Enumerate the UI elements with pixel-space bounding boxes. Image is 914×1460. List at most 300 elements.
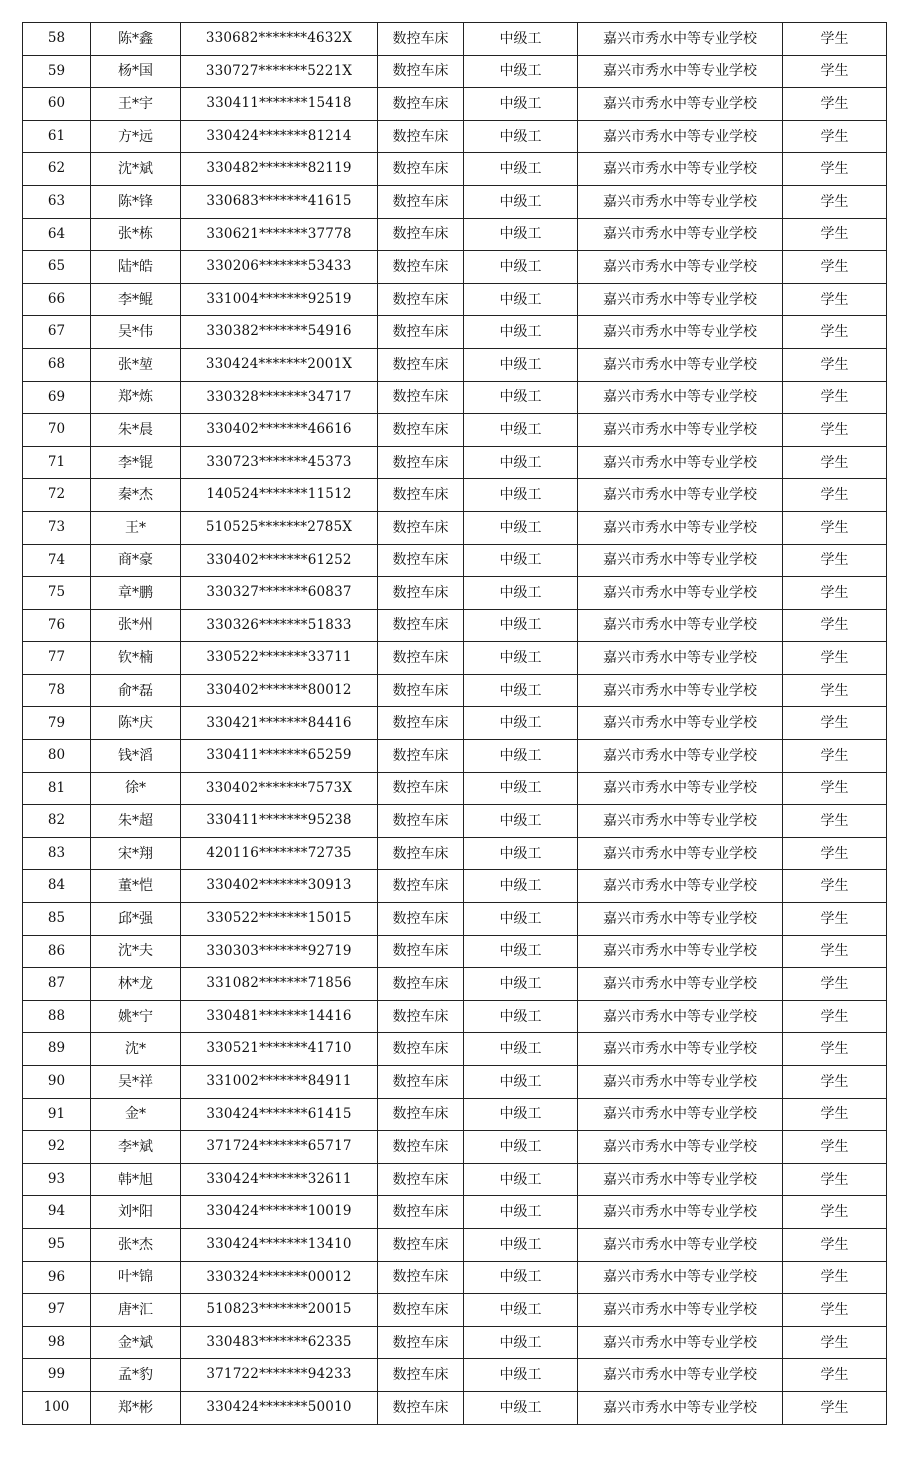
row-number-cell: 64 <box>23 218 91 251</box>
table-row <box>23 1359 887 1392</box>
skill-level-cell: 中级工 <box>464 870 578 903</box>
skill-level-cell: 中级工 <box>464 348 578 381</box>
person-name-cell: 张*栋 <box>91 218 181 251</box>
person-name-cell: 商*豪 <box>91 544 181 577</box>
institution-cell: 嘉兴市秀水中等专业学校 <box>578 1391 783 1424</box>
occupation-cell: 数控车床 <box>378 903 464 936</box>
occupation-cell: 数控车床 <box>378 153 464 186</box>
id-number-cell: 330424*******81214 <box>181 120 378 153</box>
category-cell: 学生 <box>783 251 887 284</box>
occupation-cell: 数控车床 <box>378 544 464 577</box>
row-number-cell: 58 <box>23 23 91 56</box>
category-cell: 学生 <box>783 316 887 349</box>
row-number-cell: 96 <box>23 1261 91 1294</box>
id-number-cell: 330522*******33711 <box>181 642 378 675</box>
occupation-cell: 数控车床 <box>378 1131 464 1164</box>
occupation-cell: 数控车床 <box>378 251 464 284</box>
occupation-cell: 数控车床 <box>378 642 464 675</box>
skill-level-cell: 中级工 <box>464 1033 578 1066</box>
table-row <box>23 642 887 675</box>
occupation-cell: 数控车床 <box>378 1359 464 1392</box>
table-row <box>23 740 887 773</box>
person-name-cell: 林*龙 <box>91 968 181 1001</box>
id-number-cell: 330424*******61415 <box>181 1098 378 1131</box>
row-number-cell: 60 <box>23 88 91 121</box>
table-row <box>23 381 887 414</box>
table-row <box>23 1033 887 1066</box>
occupation-cell: 数控车床 <box>378 1326 464 1359</box>
table-row <box>23 837 887 870</box>
institution-cell: 嘉兴市秀水中等专业学校 <box>578 935 783 968</box>
occupation-cell: 数控车床 <box>378 23 464 56</box>
institution-cell: 嘉兴市秀水中等专业学校 <box>578 1294 783 1327</box>
category-cell: 学生 <box>783 218 887 251</box>
id-number-cell: 510823*******20015 <box>181 1294 378 1327</box>
person-name-cell: 金* <box>91 1098 181 1131</box>
row-number-cell: 65 <box>23 251 91 284</box>
category-cell: 学生 <box>783 283 887 316</box>
id-number-cell: 330326*******51833 <box>181 609 378 642</box>
person-name-cell: 朱*晨 <box>91 414 181 447</box>
id-number-cell: 330521*******41710 <box>181 1033 378 1066</box>
category-cell: 学生 <box>783 674 887 707</box>
category-cell: 学生 <box>783 740 887 773</box>
category-cell: 学生 <box>783 1294 887 1327</box>
table-row <box>23 153 887 186</box>
skill-level-cell: 中级工 <box>464 381 578 414</box>
table-row <box>23 1391 887 1424</box>
occupation-cell: 数控车床 <box>378 185 464 218</box>
category-cell: 学生 <box>783 642 887 675</box>
category-cell: 学生 <box>783 1391 887 1424</box>
id-number-cell: 330522*******15015 <box>181 903 378 936</box>
institution-cell: 嘉兴市秀水中等专业学校 <box>578 1359 783 1392</box>
skill-level-cell: 中级工 <box>464 1098 578 1131</box>
category-cell: 学生 <box>783 805 887 838</box>
category-cell: 学生 <box>783 55 887 88</box>
row-number-cell: 78 <box>23 674 91 707</box>
occupation-cell: 数控车床 <box>378 1228 464 1261</box>
occupation-cell: 数控车床 <box>378 88 464 121</box>
skill-level-cell: 中级工 <box>464 218 578 251</box>
category-cell: 学生 <box>783 968 887 1001</box>
table-row <box>23 120 887 153</box>
id-number-cell: 330206*******53433 <box>181 251 378 284</box>
institution-cell: 嘉兴市秀水中等专业学校 <box>578 185 783 218</box>
institution-cell: 嘉兴市秀水中等专业学校 <box>578 1196 783 1229</box>
occupation-cell: 数控车床 <box>378 1196 464 1229</box>
id-number-cell: 330483*******62335 <box>181 1326 378 1359</box>
table-row <box>23 414 887 447</box>
person-name-cell: 陆*皓 <box>91 251 181 284</box>
institution-cell: 嘉兴市秀水中等专业学校 <box>578 805 783 838</box>
row-number-cell: 100 <box>23 1391 91 1424</box>
table-row <box>23 968 887 1001</box>
person-name-cell: 郑*彬 <box>91 1391 181 1424</box>
row-number-cell: 80 <box>23 740 91 773</box>
category-cell: 学生 <box>783 153 887 186</box>
row-number-cell: 79 <box>23 707 91 740</box>
id-number-cell: 330327*******60837 <box>181 577 378 610</box>
table-row <box>23 935 887 968</box>
roster-table <box>22 22 887 1425</box>
category-cell: 学生 <box>783 544 887 577</box>
occupation-cell: 数控车床 <box>378 968 464 1001</box>
institution-cell: 嘉兴市秀水中等专业学校 <box>578 903 783 936</box>
skill-level-cell: 中级工 <box>464 479 578 512</box>
id-number-cell: 330481*******14416 <box>181 1000 378 1033</box>
row-number-cell: 92 <box>23 1131 91 1164</box>
occupation-cell: 数控车床 <box>378 609 464 642</box>
occupation-cell: 数控车床 <box>378 1391 464 1424</box>
person-name-cell: 陈*庆 <box>91 707 181 740</box>
institution-cell: 嘉兴市秀水中等专业学校 <box>578 1326 783 1359</box>
person-name-cell: 金*斌 <box>91 1326 181 1359</box>
institution-cell: 嘉兴市秀水中等专业学校 <box>578 577 783 610</box>
occupation-cell: 数控车床 <box>378 1294 464 1327</box>
skill-level-cell: 中级工 <box>464 707 578 740</box>
table-row <box>23 1131 887 1164</box>
table-row <box>23 446 887 479</box>
skill-level-cell: 中级工 <box>464 283 578 316</box>
institution-cell: 嘉兴市秀水中等专业学校 <box>578 511 783 544</box>
id-number-cell: 140524*******11512 <box>181 479 378 512</box>
person-name-cell: 沈* <box>91 1033 181 1066</box>
institution-cell: 嘉兴市秀水中等专业学校 <box>578 1163 783 1196</box>
institution-cell: 嘉兴市秀水中等专业学校 <box>578 381 783 414</box>
category-cell: 学生 <box>783 348 887 381</box>
table-row <box>23 1228 887 1261</box>
occupation-cell: 数控车床 <box>378 511 464 544</box>
id-number-cell: 330424*******13410 <box>181 1228 378 1261</box>
skill-level-cell: 中级工 <box>464 1326 578 1359</box>
row-number-cell: 97 <box>23 1294 91 1327</box>
institution-cell: 嘉兴市秀水中等专业学校 <box>578 968 783 1001</box>
row-number-cell: 93 <box>23 1163 91 1196</box>
person-name-cell: 韩*旭 <box>91 1163 181 1196</box>
person-name-cell: 李*鲲 <box>91 283 181 316</box>
institution-cell: 嘉兴市秀水中等专业学校 <box>578 283 783 316</box>
id-number-cell: 330621*******37778 <box>181 218 378 251</box>
row-number-cell: 62 <box>23 153 91 186</box>
id-number-cell: 330424*******50010 <box>181 1391 378 1424</box>
id-number-cell: 330424*******2001X <box>181 348 378 381</box>
row-number-cell: 77 <box>23 642 91 675</box>
table-row <box>23 348 887 381</box>
skill-level-cell: 中级工 <box>464 185 578 218</box>
institution-cell: 嘉兴市秀水中等专业学校 <box>578 544 783 577</box>
occupation-cell: 数控车床 <box>378 772 464 805</box>
skill-level-cell: 中级工 <box>464 740 578 773</box>
table-row <box>23 316 887 349</box>
table-row <box>23 1163 887 1196</box>
skill-level-cell: 中级工 <box>464 23 578 56</box>
table-row <box>23 1000 887 1033</box>
id-number-cell: 330411*******95238 <box>181 805 378 838</box>
person-name-cell: 王* <box>91 511 181 544</box>
institution-cell: 嘉兴市秀水中等专业学校 <box>578 740 783 773</box>
id-number-cell: 330723*******45373 <box>181 446 378 479</box>
table-row <box>23 544 887 577</box>
person-name-cell: 章*鹏 <box>91 577 181 610</box>
category-cell: 学生 <box>783 1098 887 1131</box>
table-row <box>23 870 887 903</box>
person-name-cell: 郑*炼 <box>91 381 181 414</box>
id-number-cell: 330382*******54916 <box>181 316 378 349</box>
table-row <box>23 23 887 56</box>
skill-level-cell: 中级工 <box>464 1131 578 1164</box>
occupation-cell: 数控车床 <box>378 674 464 707</box>
person-name-cell: 钦*楠 <box>91 642 181 675</box>
occupation-cell: 数控车床 <box>378 1261 464 1294</box>
skill-level-cell: 中级工 <box>464 903 578 936</box>
table-row <box>23 479 887 512</box>
id-number-cell: 330324*******00012 <box>181 1261 378 1294</box>
table-row <box>23 805 887 838</box>
person-name-cell: 陈*鑫 <box>91 23 181 56</box>
row-number-cell: 61 <box>23 120 91 153</box>
skill-level-cell: 中级工 <box>464 1359 578 1392</box>
occupation-cell: 数控车床 <box>378 805 464 838</box>
person-name-cell: 钱*滔 <box>91 740 181 773</box>
person-name-cell: 俞*磊 <box>91 674 181 707</box>
institution-cell: 嘉兴市秀水中等专业学校 <box>578 1033 783 1066</box>
occupation-cell: 数控车床 <box>378 1098 464 1131</box>
institution-cell: 嘉兴市秀水中等专业学校 <box>578 446 783 479</box>
id-number-cell: 331002*******84911 <box>181 1066 378 1099</box>
row-number-cell: 84 <box>23 870 91 903</box>
row-number-cell: 68 <box>23 348 91 381</box>
id-number-cell: 330411*******65259 <box>181 740 378 773</box>
row-number-cell: 75 <box>23 577 91 610</box>
category-cell: 学生 <box>783 1163 887 1196</box>
person-name-cell: 董*恺 <box>91 870 181 903</box>
row-number-cell: 82 <box>23 805 91 838</box>
institution-cell: 嘉兴市秀水中等专业学校 <box>578 479 783 512</box>
institution-cell: 嘉兴市秀水中等专业学校 <box>578 218 783 251</box>
occupation-cell: 数控车床 <box>378 120 464 153</box>
id-number-cell: 330402*******46616 <box>181 414 378 447</box>
id-number-cell: 331082*******71856 <box>181 968 378 1001</box>
skill-level-cell: 中级工 <box>464 1294 578 1327</box>
person-name-cell: 张*州 <box>91 609 181 642</box>
skill-level-cell: 中级工 <box>464 511 578 544</box>
row-number-cell: 85 <box>23 903 91 936</box>
skill-level-cell: 中级工 <box>464 837 578 870</box>
row-number-cell: 91 <box>23 1098 91 1131</box>
id-number-cell: 330402*******80012 <box>181 674 378 707</box>
table-row <box>23 55 887 88</box>
category-cell: 学生 <box>783 414 887 447</box>
table-row <box>23 903 887 936</box>
institution-cell: 嘉兴市秀水中等专业学校 <box>578 609 783 642</box>
skill-level-cell: 中级工 <box>464 544 578 577</box>
row-number-cell: 87 <box>23 968 91 1001</box>
institution-cell: 嘉兴市秀水中等专业学校 <box>578 251 783 284</box>
category-cell: 学生 <box>783 1228 887 1261</box>
category-cell: 学生 <box>783 88 887 121</box>
id-number-cell: 330482*******82119 <box>181 153 378 186</box>
table-row <box>23 1196 887 1229</box>
institution-cell: 嘉兴市秀水中等专业学校 <box>578 1131 783 1164</box>
row-number-cell: 66 <box>23 283 91 316</box>
person-name-cell: 朱*超 <box>91 805 181 838</box>
skill-level-cell: 中级工 <box>464 1066 578 1099</box>
skill-level-cell: 中级工 <box>464 577 578 610</box>
id-number-cell: 330303*******92719 <box>181 935 378 968</box>
institution-cell: 嘉兴市秀水中等专业学校 <box>578 55 783 88</box>
institution-cell: 嘉兴市秀水中等专业学校 <box>578 674 783 707</box>
category-cell: 学生 <box>783 185 887 218</box>
occupation-cell: 数控车床 <box>378 479 464 512</box>
skill-level-cell: 中级工 <box>464 1000 578 1033</box>
skill-level-cell: 中级工 <box>464 55 578 88</box>
institution-cell: 嘉兴市秀水中等专业学校 <box>578 348 783 381</box>
id-number-cell: 330424*******32611 <box>181 1163 378 1196</box>
skill-level-cell: 中级工 <box>464 1228 578 1261</box>
table-row <box>23 88 887 121</box>
row-number-cell: 67 <box>23 316 91 349</box>
category-cell: 学生 <box>783 1196 887 1229</box>
person-name-cell: 吴*祥 <box>91 1066 181 1099</box>
table-row <box>23 218 887 251</box>
id-number-cell: 330682*******4632X <box>181 23 378 56</box>
table-row <box>23 251 887 284</box>
id-number-cell: 330727*******5221X <box>181 55 378 88</box>
institution-cell: 嘉兴市秀水中等专业学校 <box>578 88 783 121</box>
person-name-cell: 秦*杰 <box>91 479 181 512</box>
occupation-cell: 数控车床 <box>378 707 464 740</box>
row-number-cell: 89 <box>23 1033 91 1066</box>
skill-level-cell: 中级工 <box>464 414 578 447</box>
occupation-cell: 数控车床 <box>378 316 464 349</box>
occupation-cell: 数控车床 <box>378 870 464 903</box>
row-number-cell: 73 <box>23 511 91 544</box>
skill-level-cell: 中级工 <box>464 772 578 805</box>
person-name-cell: 杨*国 <box>91 55 181 88</box>
row-number-cell: 86 <box>23 935 91 968</box>
table-row <box>23 1261 887 1294</box>
skill-level-cell: 中级工 <box>464 316 578 349</box>
occupation-cell: 数控车床 <box>378 55 464 88</box>
category-cell: 学生 <box>783 577 887 610</box>
occupation-cell: 数控车床 <box>378 837 464 870</box>
skill-level-cell: 中级工 <box>464 251 578 284</box>
id-number-cell: 420116*******72735 <box>181 837 378 870</box>
id-number-cell: 330683*******41615 <box>181 185 378 218</box>
institution-cell: 嘉兴市秀水中等专业学校 <box>578 870 783 903</box>
category-cell: 学生 <box>783 1359 887 1392</box>
category-cell: 学生 <box>783 707 887 740</box>
person-name-cell: 宋*翔 <box>91 837 181 870</box>
category-cell: 学生 <box>783 903 887 936</box>
id-number-cell: 330402*******61252 <box>181 544 378 577</box>
institution-cell: 嘉兴市秀水中等专业学校 <box>578 837 783 870</box>
person-name-cell: 陈*锋 <box>91 185 181 218</box>
person-name-cell: 李*斌 <box>91 1131 181 1164</box>
table-row <box>23 707 887 740</box>
id-number-cell: 330421*******84416 <box>181 707 378 740</box>
institution-cell: 嘉兴市秀水中等专业学校 <box>578 414 783 447</box>
person-name-cell: 唐*汇 <box>91 1294 181 1327</box>
skill-level-cell: 中级工 <box>464 935 578 968</box>
institution-cell: 嘉兴市秀水中等专业学校 <box>578 1066 783 1099</box>
category-cell: 学生 <box>783 935 887 968</box>
person-name-cell: 沈*斌 <box>91 153 181 186</box>
row-number-cell: 76 <box>23 609 91 642</box>
id-number-cell: 371724*******65717 <box>181 1131 378 1164</box>
skill-level-cell: 中级工 <box>464 968 578 1001</box>
skill-level-cell: 中级工 <box>464 120 578 153</box>
person-name-cell: 方*远 <box>91 120 181 153</box>
row-number-cell: 88 <box>23 1000 91 1033</box>
occupation-cell: 数控车床 <box>378 1163 464 1196</box>
person-name-cell: 张*杰 <box>91 1228 181 1261</box>
institution-cell: 嘉兴市秀水中等专业学校 <box>578 1228 783 1261</box>
id-number-cell: 371722*******94233 <box>181 1359 378 1392</box>
skill-level-cell: 中级工 <box>464 446 578 479</box>
skill-level-cell: 中级工 <box>464 1261 578 1294</box>
category-cell: 学生 <box>783 837 887 870</box>
table-row <box>23 1294 887 1327</box>
table-row <box>23 283 887 316</box>
person-name-cell: 刘*阳 <box>91 1196 181 1229</box>
occupation-cell: 数控车床 <box>378 1000 464 1033</box>
id-number-cell: 330424*******10019 <box>181 1196 378 1229</box>
institution-cell: 嘉兴市秀水中等专业学校 <box>578 153 783 186</box>
table-row <box>23 1066 887 1099</box>
table-row <box>23 1098 887 1131</box>
roster-body <box>23 23 887 1425</box>
id-number-cell: 331004*******92519 <box>181 283 378 316</box>
occupation-cell: 数控车床 <box>378 381 464 414</box>
institution-cell: 嘉兴市秀水中等专业学校 <box>578 23 783 56</box>
row-number-cell: 59 <box>23 55 91 88</box>
category-cell: 学生 <box>783 381 887 414</box>
occupation-cell: 数控车床 <box>378 740 464 773</box>
category-cell: 学生 <box>783 511 887 544</box>
category-cell: 学生 <box>783 1033 887 1066</box>
skill-level-cell: 中级工 <box>464 609 578 642</box>
row-number-cell: 70 <box>23 414 91 447</box>
person-name-cell: 王*宇 <box>91 88 181 121</box>
category-cell: 学生 <box>783 120 887 153</box>
occupation-cell: 数控车床 <box>378 446 464 479</box>
category-cell: 学生 <box>783 609 887 642</box>
table-row <box>23 577 887 610</box>
category-cell: 学生 <box>783 1261 887 1294</box>
institution-cell: 嘉兴市秀水中等专业学校 <box>578 1261 783 1294</box>
institution-cell: 嘉兴市秀水中等专业学校 <box>578 1098 783 1131</box>
institution-cell: 嘉兴市秀水中等专业学校 <box>578 772 783 805</box>
skill-level-cell: 中级工 <box>464 1163 578 1196</box>
person-name-cell: 徐* <box>91 772 181 805</box>
row-number-cell: 95 <box>23 1228 91 1261</box>
row-number-cell: 69 <box>23 381 91 414</box>
table-row <box>23 674 887 707</box>
occupation-cell: 数控车床 <box>378 218 464 251</box>
person-name-cell: 沈*夫 <box>91 935 181 968</box>
institution-cell: 嘉兴市秀水中等专业学校 <box>578 120 783 153</box>
row-number-cell: 63 <box>23 185 91 218</box>
table-row <box>23 609 887 642</box>
category-cell: 学生 <box>783 479 887 512</box>
row-number-cell: 71 <box>23 446 91 479</box>
skill-level-cell: 中级工 <box>464 1391 578 1424</box>
institution-cell: 嘉兴市秀水中等专业学校 <box>578 1000 783 1033</box>
category-cell: 学生 <box>783 1131 887 1164</box>
table-row <box>23 185 887 218</box>
